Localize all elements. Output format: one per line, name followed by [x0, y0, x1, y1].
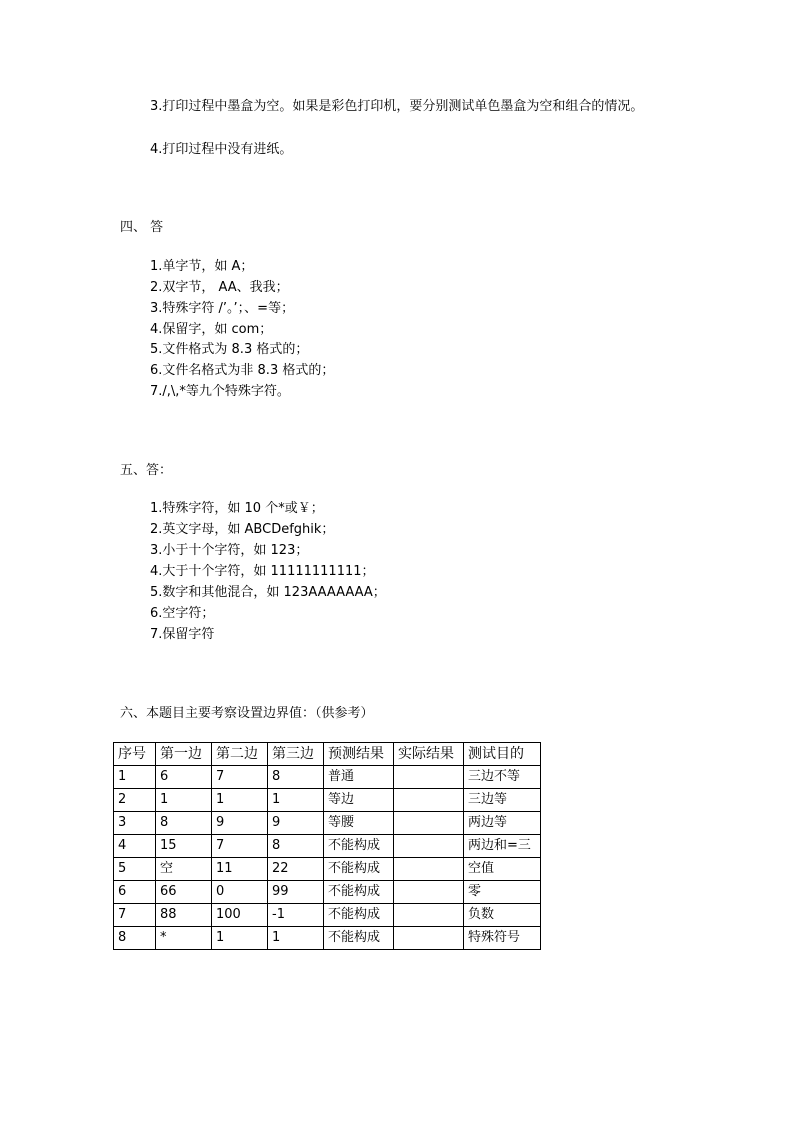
table-cell: 空值: [464, 858, 541, 881]
table-row: [114, 812, 541, 835]
table-cell: 零: [464, 881, 541, 904]
column-header: 第三边: [268, 743, 324, 766]
table-cell: -1: [268, 904, 324, 927]
column-header: 序号: [114, 743, 156, 766]
list-item: 3.小于十个字符，如 123；: [150, 543, 309, 558]
column-header: 第一边: [156, 743, 212, 766]
table-cell: 不能构成: [324, 858, 394, 881]
table-cell: 0: [212, 881, 268, 904]
table-cell: [394, 927, 464, 950]
table-cell: 6: [114, 881, 156, 904]
table-cell: 99: [268, 881, 324, 904]
table-cell: 9: [268, 812, 324, 835]
column-header: 第二边: [212, 743, 268, 766]
table-cell: 三边等: [464, 789, 541, 812]
table-cell: [394, 812, 464, 835]
table-cell: 8: [156, 812, 212, 835]
list-item: 5.文件格式为 8.3 格式的；: [150, 342, 309, 357]
table-cell: 空: [156, 858, 212, 881]
table-cell: 1: [212, 789, 268, 812]
table-cell: [394, 881, 464, 904]
table-cell: 不能构成: [324, 881, 394, 904]
table-cell: 9: [212, 812, 268, 835]
list-item: 1.特殊字符，如 10 个*或￥；: [150, 501, 324, 516]
section-heading: 五、答：: [120, 463, 173, 478]
table-cell: 1: [156, 789, 212, 812]
list-item: 2.双字节， AA、我我；: [150, 280, 289, 295]
table-cell: 8: [268, 835, 324, 858]
table-cell: 三边不等: [464, 766, 541, 789]
table-cell: 两边等: [464, 812, 541, 835]
table-row: [114, 927, 541, 950]
table-cell: 4: [114, 835, 156, 858]
table-cell: 88: [156, 904, 212, 927]
table-row: [114, 858, 541, 881]
table-cell: 7: [212, 835, 268, 858]
table-cell: 5: [114, 858, 156, 881]
list-item: 4.大于十个字符，如 11111111111；: [150, 564, 375, 579]
list-item: 3.特殊字符 /’。’；、=等；: [150, 301, 295, 316]
table-row: [114, 881, 541, 904]
table-cell: 不能构成: [324, 904, 394, 927]
table-row: [114, 766, 541, 789]
table-cell: 6: [156, 766, 212, 789]
table-cell: 1: [212, 927, 268, 950]
table-cell: 2: [114, 789, 156, 812]
boundary-test-table: [113, 742, 541, 950]
table-cell: 1: [268, 927, 324, 950]
table-cell: [394, 766, 464, 789]
table-cell: 8: [114, 927, 156, 950]
table-cell: *: [156, 927, 212, 950]
table-cell: 1: [268, 789, 324, 812]
table-cell: 不能构成: [324, 835, 394, 858]
table-cell: 7: [212, 766, 268, 789]
table-cell: 特殊符号: [464, 927, 541, 950]
list-item: 6.空字符；: [150, 606, 215, 621]
column-header: 预测结果: [324, 743, 394, 766]
table-cell: 3: [114, 812, 156, 835]
list-item: 2.英文字母，如 ABCDefghik；: [150, 522, 335, 537]
list-item: 4.保留字，如 com；: [150, 322, 273, 337]
table-cell: 15: [156, 835, 212, 858]
table-cell: 等腰: [324, 812, 394, 835]
section-heading: 六、本题目主要考察设置边界值：（供参考）: [120, 706, 374, 721]
table-cell: 不能构成: [324, 927, 394, 950]
list-item: 7./,\,*等九个特殊字符。: [150, 384, 290, 399]
table-cell: [394, 835, 464, 858]
section-heading: 四、 答: [120, 220, 164, 235]
table-cell: 7: [114, 904, 156, 927]
table-cell: 11: [212, 858, 268, 881]
list-item: 5.数字和其他混合，如 123AAAAAAA；: [150, 585, 386, 600]
table-cell: 100: [212, 904, 268, 927]
table-row: [114, 835, 541, 858]
table-cell: 1: [114, 766, 156, 789]
table-cell: 22: [268, 858, 324, 881]
table-cell: 8: [268, 766, 324, 789]
table-cell: 66: [156, 881, 212, 904]
list-item: 1.单字节，如 A；: [150, 259, 254, 274]
table-cell: [394, 789, 464, 812]
column-header: 实际结果: [394, 743, 464, 766]
table-cell: [394, 858, 464, 881]
table-cell: 两边和=三: [464, 835, 541, 858]
list-item: 3.打印过程中墨盒为空。如果是彩色打印机，要分别测试单色墨盒为空和组合的情况。: [150, 99, 644, 114]
list-item: 7.保留字符: [150, 627, 215, 642]
list-item: 4.打印过程中没有进纸。: [150, 142, 293, 157]
table-cell: 等边: [324, 789, 394, 812]
table-row: [114, 904, 541, 927]
column-header: 测试目的: [464, 743, 541, 766]
table-cell: [394, 904, 464, 927]
table-header-row: [114, 743, 541, 766]
table-cell: 负数: [464, 904, 541, 927]
table-cell: 普通: [324, 766, 394, 789]
table-row: [114, 789, 541, 812]
list-item: 6.文件名格式为非 8.3 格式的；: [150, 363, 335, 378]
